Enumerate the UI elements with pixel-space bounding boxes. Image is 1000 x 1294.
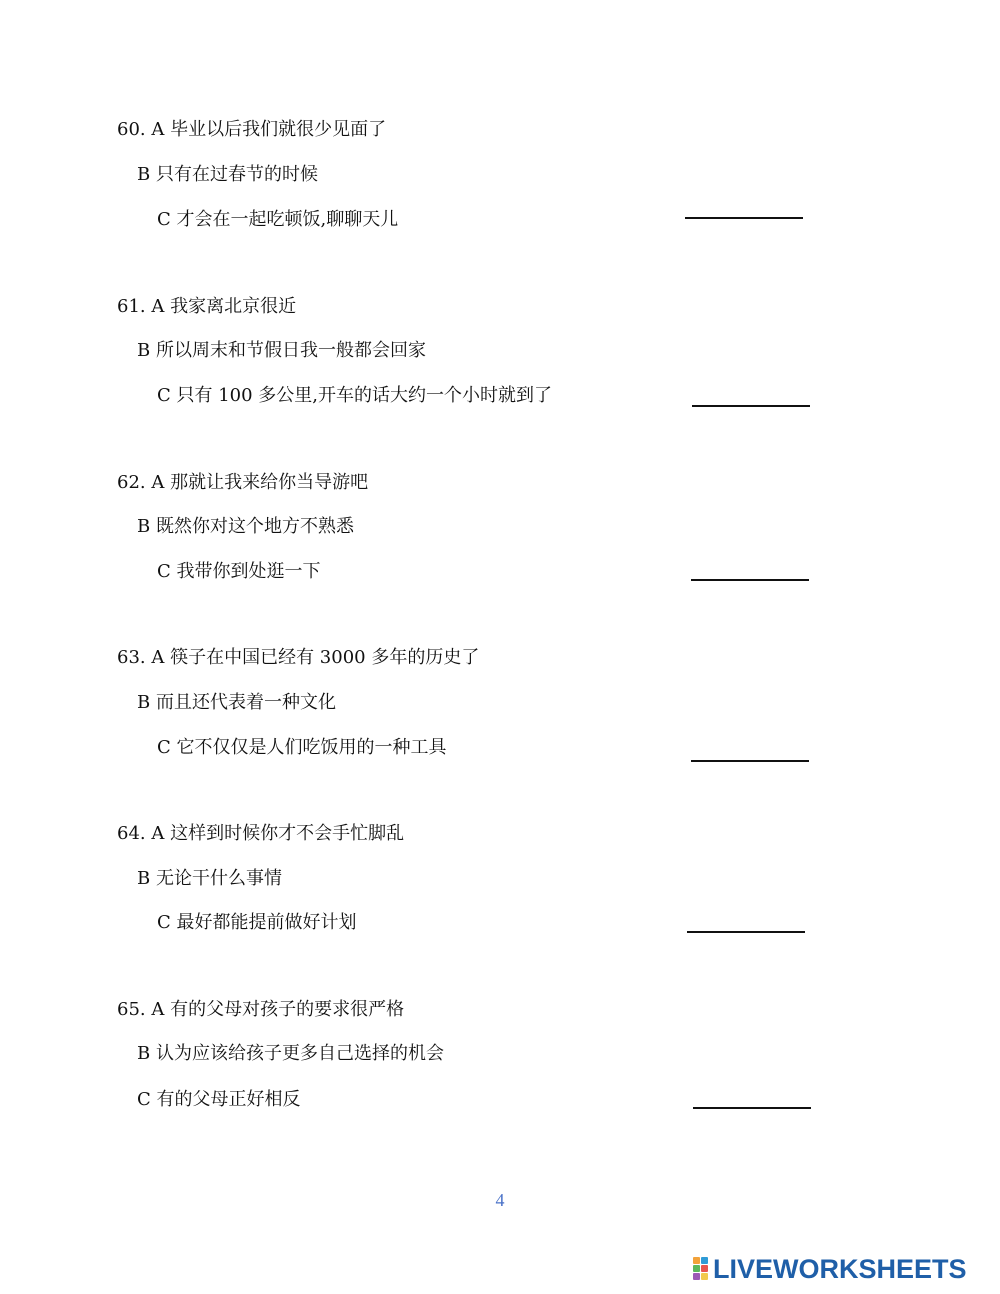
- logo-text: LIVEWORKSHEETS: [713, 1253, 967, 1284]
- answer-blank-60[interactable]: [685, 217, 803, 219]
- question-64-option-c: C 最好都能提前做好计划: [157, 912, 357, 933]
- question-61-option-a: 61. A 我家离北京很近: [117, 296, 297, 317]
- question-65-option-c: C 有的父母正好相反: [137, 1089, 301, 1110]
- question-64-option-a: 64. A 这样到时候你才不会手忙脚乱: [117, 823, 405, 844]
- answer-blank-63[interactable]: [691, 760, 809, 762]
- question-62-option-b: B 既然你对这个地方不熟悉: [137, 516, 354, 537]
- question-60-option-a: 60. A 毕业以后我们就很少见面了: [117, 119, 387, 140]
- question-65-option-b: B 认为应该给孩子更多自己选择的机会: [137, 1043, 444, 1064]
- question-62-option-a: 62. A 那就让我来给你当导游吧: [117, 472, 369, 493]
- question-62-option-c: C 我带你到处逛一下: [157, 561, 321, 582]
- answer-blank-65[interactable]: [693, 1107, 811, 1109]
- answer-blank-64[interactable]: [687, 931, 805, 933]
- liveworksheets-logo-icon: [693, 1257, 709, 1281]
- question-64-option-b: B 无论干什么事情: [137, 868, 282, 889]
- question-63-option-a: 63. A 筷子在中国已经有 3000 多年的历史了: [117, 647, 480, 668]
- answer-blank-62[interactable]: [691, 579, 809, 581]
- question-63-option-c: C 它不仅仅是人们吃饭用的一种工具: [157, 737, 447, 758]
- question-61-option-b: B 所以周末和节假日我一般都会回家: [137, 340, 426, 361]
- question-65-option-a: 65. A 有的父母对孩子的要求很严格: [117, 999, 405, 1020]
- liveworksheets-logo[interactable]: [693, 1255, 967, 1283]
- question-61-option-c: C 只有 100 多公里,开车的话大约一个小时就到了: [157, 385, 553, 406]
- answer-blank-61[interactable]: [692, 405, 810, 407]
- question-60-option-b: B 只有在过春节的时候: [137, 164, 318, 185]
- question-63-option-b: B 而且还代表着一种文化: [137, 692, 336, 713]
- page-number: 4: [495, 1190, 505, 1210]
- question-60-option-c: C 才会在一起吃顿饭,聊聊天儿: [157, 209, 399, 230]
